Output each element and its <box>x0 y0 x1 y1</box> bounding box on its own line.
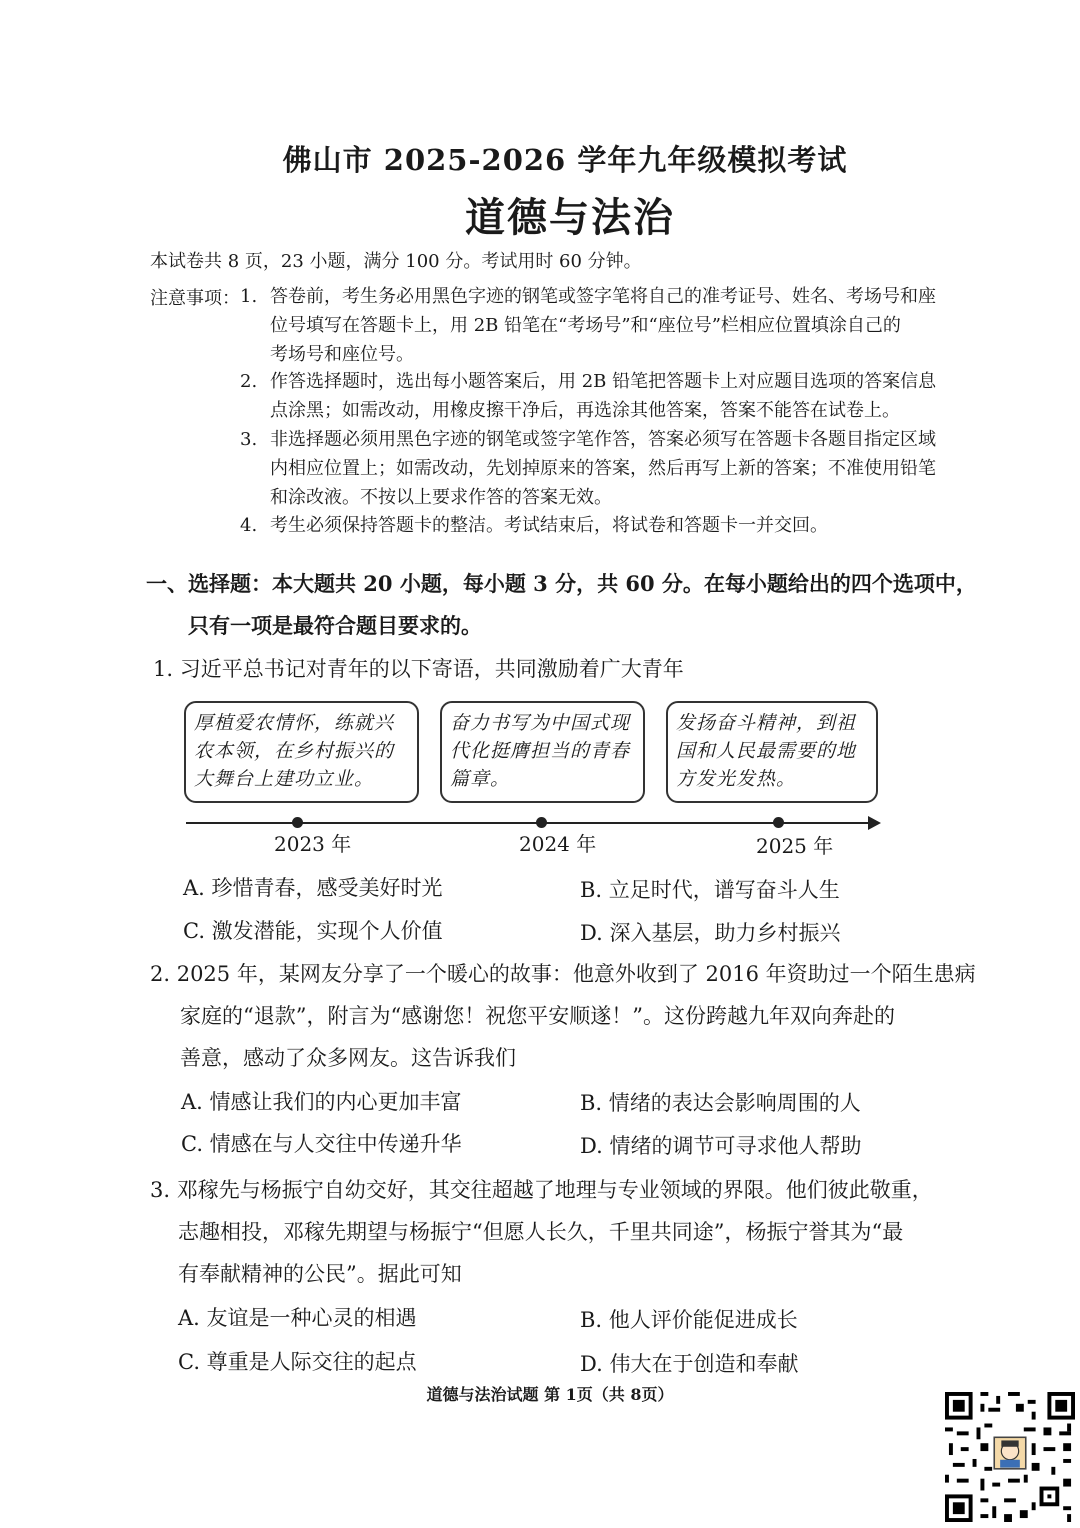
option-a: A. 情感让我们的内心更加丰富 <box>181 1090 462 1114</box>
quote-line: 厚植爱农情怀，练就兴 <box>194 712 395 734</box>
page-footer: 道德与法治试题 第 1页（共 8页） <box>426 1385 674 1404</box>
quote-line: 大舞台上建功立业。 <box>194 768 375 790</box>
notice-line: 位号填写在答题卡上，用 2B 铅笔在“考场号”和“座位号”栏相应位置填涂自己的 <box>270 315 901 336</box>
option-b: B. 情绪的表达会影响周围的人 <box>580 1091 861 1115</box>
quote-line: 代化挺膺担当的青春 <box>450 740 631 762</box>
quote-box-2024 <box>440 701 645 803</box>
exam-intro: 本试卷共 8 页，23 小题，满分 100 分。考试用时 60 分钟。 <box>150 251 642 272</box>
option-a: A. 珍惜青春，感受美好时光 <box>183 876 443 900</box>
quote-line: 国和人民最需要的地 <box>676 740 857 762</box>
question-3-stem-cont: 有奉献精神的公民”。据此可知 <box>178 1262 462 1286</box>
option-d: D. 伟大在于创造和奉献 <box>580 1352 799 1376</box>
quote-box-2023 <box>184 701 419 803</box>
timeline-arrow-icon <box>868 816 881 830</box>
option-d: D. 情绪的调节可寻求他人帮助 <box>580 1134 862 1158</box>
notice-item <box>270 282 960 369</box>
timeline-axis <box>186 822 871 824</box>
quote-line: 篇章。 <box>450 768 511 790</box>
subject-title: 道德与法治 <box>465 194 675 241</box>
question-2-stem-cont: 家庭的“退款”，附言为“感谢您！祝您平安顺遂！”。这份跨越九年双向奔赴的 <box>180 1004 895 1028</box>
notice-line: 答卷前，考生务必用黑色字迹的钢笔或签字笔将自己的准考证号、姓名、考场号和座 <box>270 286 936 307</box>
quote-line: 农本领，在乡村振兴的 <box>194 740 395 762</box>
timeline-year: 2023 年 <box>274 832 352 856</box>
notice-number: 4. <box>240 515 258 536</box>
quote-line: 奋力书写为中国式现 <box>450 712 631 734</box>
notice-line: 点涂黑；如需改动，用橡皮擦干净后，再选涂其他答案，答案不能答在试卷上。 <box>270 400 900 421</box>
option-a: A. 友谊是一种心灵的相遇 <box>178 1306 417 1330</box>
timeline-dot <box>536 817 547 828</box>
qr-code-icon[interactable] <box>944 1392 1076 1522</box>
quote-line: 发扬奋斗精神，到祖 <box>676 712 857 734</box>
question-1-stem: 1. 习近平总书记对青年的以下寄语，共同激励着广大青年 <box>153 657 684 681</box>
notice-line: 非选择题必须用黑色字迹的钢笔或签字笔作答，答案必须写在答题卡各题目指定区域 <box>270 429 936 450</box>
notice-number: 3. <box>240 429 258 450</box>
section-heading-cont: 只有一项是最符合题目要求的。 <box>188 613 482 638</box>
timeline-year: 2024 年 <box>519 832 597 856</box>
notice-line: 内相应位置上；如需改动，先划掉原来的答案，然后再写上新的答案；不准使用铅笔 <box>270 458 936 479</box>
notice-item <box>270 367 960 425</box>
timeline-year: 2025 年 <box>756 834 834 858</box>
notice-line: 和涂改液。不按以上要求作答的答案无效。 <box>270 487 612 508</box>
quote-line: 方发光发热。 <box>676 768 797 790</box>
option-c: C. 尊重是人际交往的起点 <box>178 1350 417 1374</box>
notice-label: 注意事项： <box>150 288 240 309</box>
notice-line: 考场号和座位号。 <box>270 344 414 365</box>
notice-line: 作答选择题时，选出每小题答案后，用 2B 铅笔把答题卡上对应题目选项的答案信息 <box>270 371 937 392</box>
notice-item <box>270 511 960 540</box>
notice-item <box>270 425 960 512</box>
timeline-dot <box>292 817 303 828</box>
option-b: B. 他人评价能促进成长 <box>580 1308 798 1332</box>
section-heading: 一、选择题：本大题共 20 小题，每小题 3 分，共 60 分。在每小题给出的四个选项中， <box>146 571 977 596</box>
option-d: D. 深入基层，助力乡村振兴 <box>580 921 841 945</box>
question-3-stem-cont: 志趣相投，邓稼先期望与杨振宁“但愿人长久，千里共同途”，杨振宁誉其为“最 <box>178 1220 904 1244</box>
question-2-stem-cont: 善意，感动了众多网友。这告诉我们 <box>180 1046 516 1070</box>
timeline-dot <box>773 817 784 828</box>
quote-box-2025 <box>666 701 878 803</box>
option-c: C. 情感在与人交往中传递升华 <box>181 1132 462 1156</box>
notice-number: 1. <box>240 286 258 307</box>
option-b: B. 立足时代，谱写奋斗人生 <box>580 878 840 902</box>
question-2-stem: 2. 2025 年，某网友分享了一个暖心的故事：他意外收到了 2016 年资助过一个陌生患病 <box>150 962 976 986</box>
question-3-stem: 3. 邓稼先与杨振宁自幼交好，其交往超越了地理与专业领域的界限。他们彼此敬重， <box>150 1178 933 1202</box>
exam-title: 佛山市 2025-2026 学年九年级模拟考试 <box>282 143 848 177</box>
option-c: C. 激发潜能，实现个人价值 <box>183 919 443 943</box>
notice-line: 考生必须保持答题卡的整洁。考试结束后，将试卷和答题卡一并交回。 <box>270 515 828 536</box>
notice-number: 2. <box>240 371 258 392</box>
